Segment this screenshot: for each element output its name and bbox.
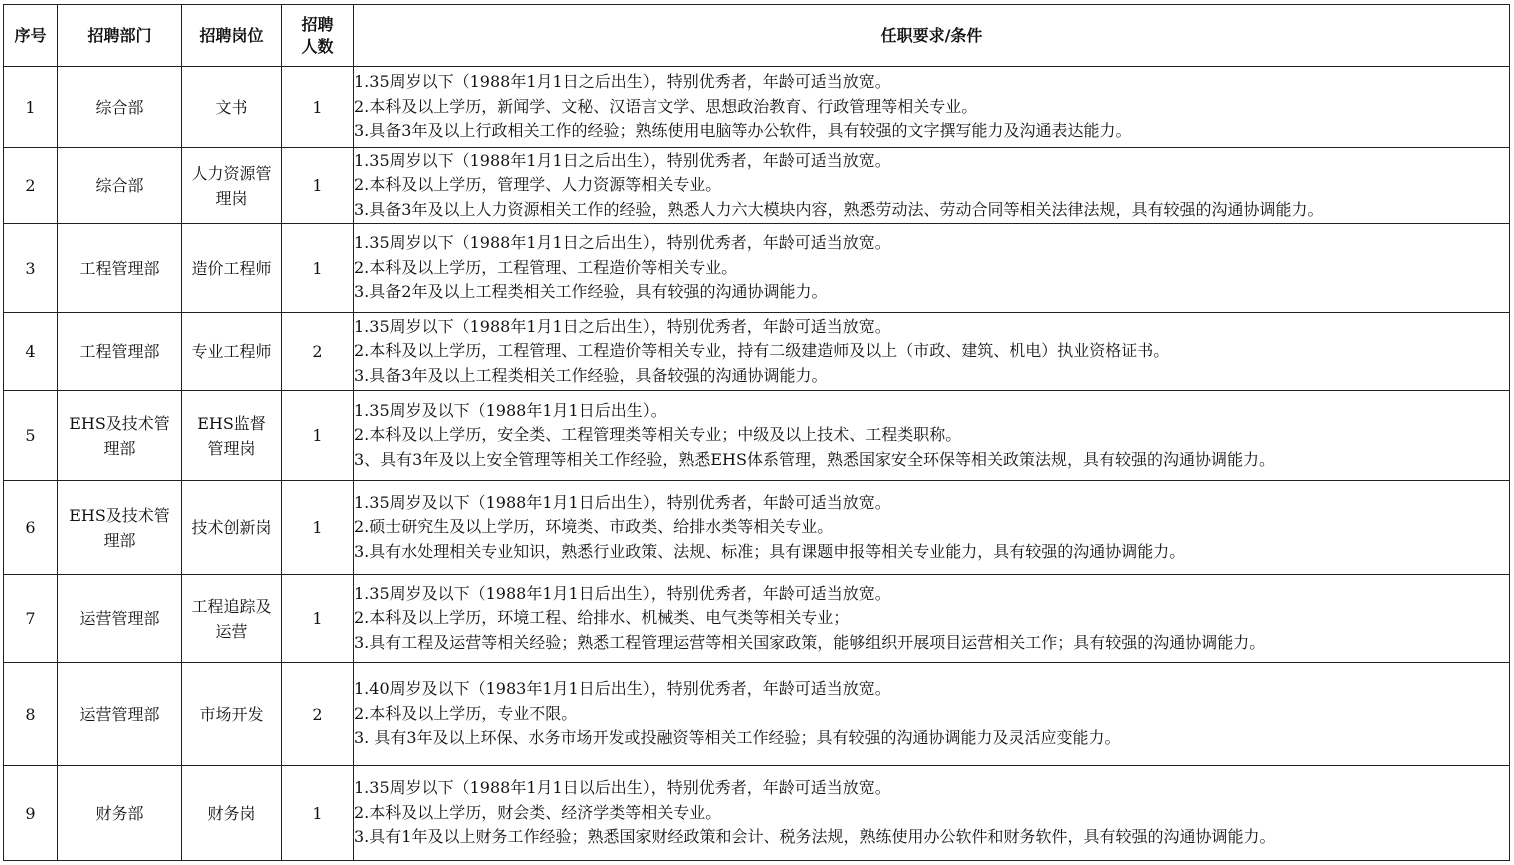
requirement-line: 2.本科及以上学历，工程管理、工程造价等相关专业，持有二级建造师及以上（市政、建筑、机电）执业资格证书。 [354, 341, 1170, 361]
cell-requirements [354, 481, 1510, 575]
cell-position-text: 人力资源管理岗 [191, 163, 272, 208]
cell-position [182, 313, 282, 391]
requirement-line: 1.35周岁以下（1988年1月1日之后出生），特别优秀者，年龄可适当放宽。 [354, 150, 891, 170]
recruitment-table [3, 4, 1510, 861]
table-row [4, 67, 1510, 148]
requirement-line: 3.具备3年及以上人力资源相关工作的经验，熟悉人力六大模块内容，熟悉劳动法、劳动合同等相关法律法规，具有较强的沟通协调能力。 [354, 199, 1324, 219]
cell-position [182, 148, 282, 224]
cell-dept: 运营管理部 [58, 575, 182, 663]
table-row [4, 766, 1510, 861]
cell-dept: 综合部 [58, 148, 182, 224]
cell-requirements [354, 224, 1510, 313]
cell-seq: 4 [4, 313, 58, 391]
cell-dept [58, 391, 182, 481]
requirement-line: 1.40周岁及以下（1983年1月1日后出生），特别优秀者，年龄可适当放宽。 [354, 679, 891, 699]
cell-position: 市场开发 [182, 663, 282, 766]
cell-seq: 2 [4, 148, 58, 224]
requirement-line: 1.35周岁及以下（1988年1月1日后出生）。 [354, 400, 667, 420]
cell-count: 2 [282, 663, 354, 766]
cell-dept: 综合部 [58, 67, 182, 148]
header-dept: 招聘部门 [58, 5, 182, 67]
table-row [4, 313, 1510, 391]
cell-position [182, 481, 282, 575]
cell-position-text: 技术创新岗 [191, 518, 272, 537]
header-seq: 序号 [4, 5, 58, 67]
cell-seq: 3 [4, 224, 58, 313]
cell-requirements [354, 148, 1510, 224]
requirement-line: 3、具有3年及以上安全管理等相关工作经验，熟悉EHS体系管理，熟悉国家安全环保等相关政策法规，具有较强的沟通协调能力。 [354, 449, 1275, 469]
header-row [4, 5, 1510, 67]
cell-count: 1 [282, 391, 354, 481]
cell-count: 1 [282, 481, 354, 575]
cell-seq: 9 [4, 766, 58, 861]
requirement-line: 2.本科及以上学历，环境工程、给排水、机械类、电气类等相关专业； [354, 608, 850, 628]
requirement-line: 1.35周岁以下（1988年1月1日之后出生），特别优秀者，年龄可适当放宽。 [354, 233, 891, 253]
cell-count: 1 [282, 766, 354, 861]
requirement-line: 2.本科及以上学历，财会类、经济学类等相关专业。 [354, 802, 722, 822]
cell-requirements [354, 766, 1510, 861]
requirement-line: 1.35周岁及以下（1988年1月1日后出生），特别优秀者，年龄可适当放宽。 [354, 492, 891, 512]
cell-position-text: 造价工程师 [191, 258, 272, 278]
cell-seq: 6 [4, 481, 58, 575]
header-count [282, 5, 354, 67]
requirement-line: 3.具备3年及以上工程类相关工作经验，具备较强的沟通协调能力。 [354, 365, 828, 385]
requirement-line: 1.35周岁以下（1988年1月1日之后出生），特别优秀者，年龄可适当放宽。 [354, 72, 891, 92]
cell-dept-text: EHS及技术管理部 [69, 505, 170, 550]
requirement-line: 2.本科及以上学历，安全类、工程管理类等相关专业；中级及以上技术、工程类职称。 [354, 425, 962, 445]
requirement-line: 2.本科及以上学历，新闻学、文秘、汉语言文学、思想政治教育、行政管理等相关专业。 [354, 96, 978, 116]
table-row [4, 148, 1510, 224]
cell-count: 2 [282, 313, 354, 391]
cell-position-text: 工程追踪及运营 [191, 596, 272, 641]
header-position: 招聘岗位 [182, 5, 282, 67]
cell-position [182, 224, 282, 313]
cell-count: 1 [282, 148, 354, 224]
cell-dept: 运营管理部 [58, 663, 182, 766]
requirement-line: 3.具有1年及以上财务工作经验；熟悉国家财经政策和会计、税务法规，熟练使用办公软件和财务软件，具有较强的沟通协调能力。 [354, 827, 1276, 847]
cell-dept: 财务部 [58, 766, 182, 861]
cell-count: 1 [282, 67, 354, 148]
requirement-line: 2.本科及以上学历，专业不限。 [354, 703, 578, 723]
header-count-label: 招聘人数 [301, 14, 334, 56]
cell-position-text: EHS监督管理岗 [197, 413, 266, 458]
requirement-line: 3.具有工程及运营等相关经验；熟悉工程管理运营等相关国家政策，能够组织开展项目运营相关工作；具有较强的沟通协调能力。 [354, 632, 1266, 652]
cell-count: 1 [282, 224, 354, 313]
cell-requirements [354, 67, 1510, 148]
table-row [4, 391, 1510, 481]
requirement-line: 3.具有水处理相关专业知识，熟悉行业政策、法规、标准；具有课题申报等相关专业能力，具有较强的沟通协调能力。 [354, 541, 1186, 561]
table-row [4, 481, 1510, 575]
cell-seq: 5 [4, 391, 58, 481]
table-row [4, 224, 1510, 313]
cell-position: 文书 [182, 67, 282, 148]
cell-seq: 7 [4, 575, 58, 663]
cell-dept [58, 481, 182, 575]
requirement-line: 2.硕士研究生及以上学历，环境类、市政类、给排水类等相关专业。 [354, 517, 834, 537]
cell-requirements [354, 391, 1510, 481]
requirement-line: 1.35周岁以下（1988年1月1日之后出生），特别优秀者，年龄可适当放宽。 [354, 316, 891, 336]
cell-dept: 工程管理部 [58, 224, 182, 313]
cell-dept-text: EHS及技术管理部 [69, 413, 170, 458]
cell-requirements [354, 663, 1510, 766]
cell-seq: 1 [4, 67, 58, 148]
cell-count: 1 [282, 575, 354, 663]
requirement-line: 2.本科及以上学历，管理学、人力资源等相关专业。 [354, 175, 722, 195]
cell-seq: 8 [4, 663, 58, 766]
cell-position [182, 575, 282, 663]
cell-position-text: 专业工程师 [191, 342, 272, 361]
requirement-line: 3.具备2年及以上工程类相关工作经验，具有较强的沟通协调能力。 [354, 282, 828, 302]
cell-dept: 工程管理部 [58, 313, 182, 391]
table-row [4, 663, 1510, 766]
cell-position: 财务岗 [182, 766, 282, 861]
requirement-line: 3.具备3年及以上行政相关工作的经验；熟练使用电脑等办公软件，具有较强的文字撰写能力及沟通表达能力。 [354, 121, 1132, 141]
cell-requirements [354, 313, 1510, 391]
table-row [4, 575, 1510, 663]
cell-position [182, 391, 282, 481]
requirement-line: 1.35周岁以下（1988年1月1日以后出生），特别优秀者，年龄可适当放宽。 [354, 778, 891, 798]
header-requirements: 任职要求/条件 [354, 5, 1510, 67]
requirement-line: 2.本科及以上学历，工程管理、工程造价等相关专业。 [354, 257, 738, 277]
cell-requirements [354, 575, 1510, 663]
requirement-line: 1.35周岁及以下（1988年1月1日后出生），特别优秀者，年龄可适当放宽。 [354, 583, 891, 603]
requirement-line: 3. 具有3年及以上环保、水务市场开发或投融资等相关工作经验；具有较强的沟通协调能力及灵活应变能力。 [354, 728, 1121, 748]
